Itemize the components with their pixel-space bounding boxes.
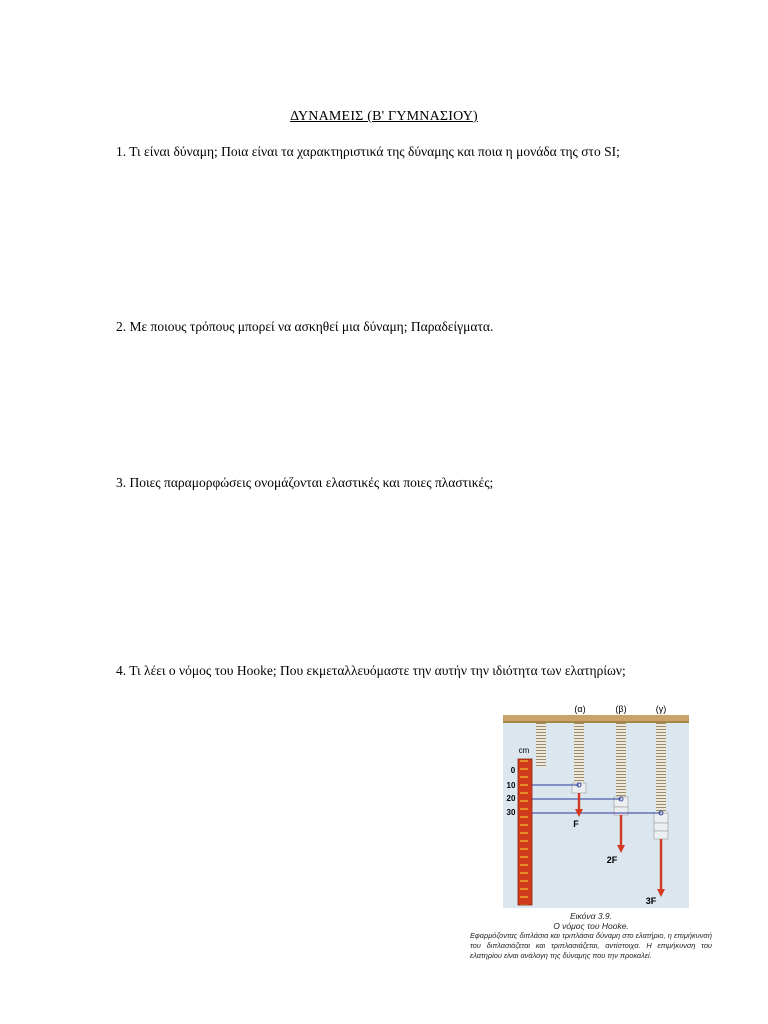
- spring-reference: [536, 723, 546, 767]
- question-2: 2. Με ποιους τρόπους μπορεί να ασκηθεί μια δύναμη; Παραδείγματα.: [116, 319, 494, 334]
- hooke-law-illustration: [503, 701, 689, 908]
- figure-caption: [470, 911, 712, 961]
- tick-10: 10: [506, 781, 516, 790]
- panel-label-a: (α): [574, 704, 586, 714]
- panel-label-b: (β): [615, 704, 627, 714]
- spring-c: [654, 723, 668, 839]
- panel-label-g: (γ): [655, 704, 667, 714]
- tick-20: 20: [506, 794, 516, 803]
- question-1: 1. Τι είναι δύναμη; Ποια είναι τα χαρακτηριστικά της δύναμης και ποια η μονάδα της στο SI;: [116, 144, 620, 159]
- caption-title: Εικόνα 3.9.: [569, 911, 613, 921]
- hooke-law-figure: [503, 701, 689, 908]
- tick-30: 30: [506, 808, 516, 817]
- question-3: 3. Ποιες παραμορφώσεις ονομάζονται ελαστικές και ποιες πλαστικές;: [116, 475, 494, 490]
- force-label-f: F: [573, 819, 579, 829]
- force-label-2f: 2F: [606, 855, 618, 865]
- caption-text: Εφαρμόζοντας διπλάσια και τριπλάσια δύναμη στο ελατήριο, η επιμήκυνσή του διπλασιάζεται και τριπλασιάζεται, αντίστοιχα. Η επιμήκυνση του ελατηρίου είναι ανάλογη της δύναμης που την προκαλεί.: [470, 931, 712, 960]
- page-title: ΔΥΝΑΜΕΙΣ (Β' ΓΥΜΝΑΣΙΟΥ): [290, 109, 478, 124]
- question-4: 4. Τι λέει ο νόμος του Hooke; Που εκμεταλλευόμαστε την αυτήν την ιδιότητα των ελατηρίων;: [116, 663, 626, 678]
- ruler: [518, 759, 532, 905]
- tick-0: 0: [510, 766, 516, 775]
- caption-subtitle: Ο νόμος του Hooke.: [553, 921, 629, 931]
- force-label-3f: 3F: [645, 896, 657, 906]
- ruler-unit: cm: [518, 746, 530, 755]
- spring-a: [572, 723, 586, 793]
